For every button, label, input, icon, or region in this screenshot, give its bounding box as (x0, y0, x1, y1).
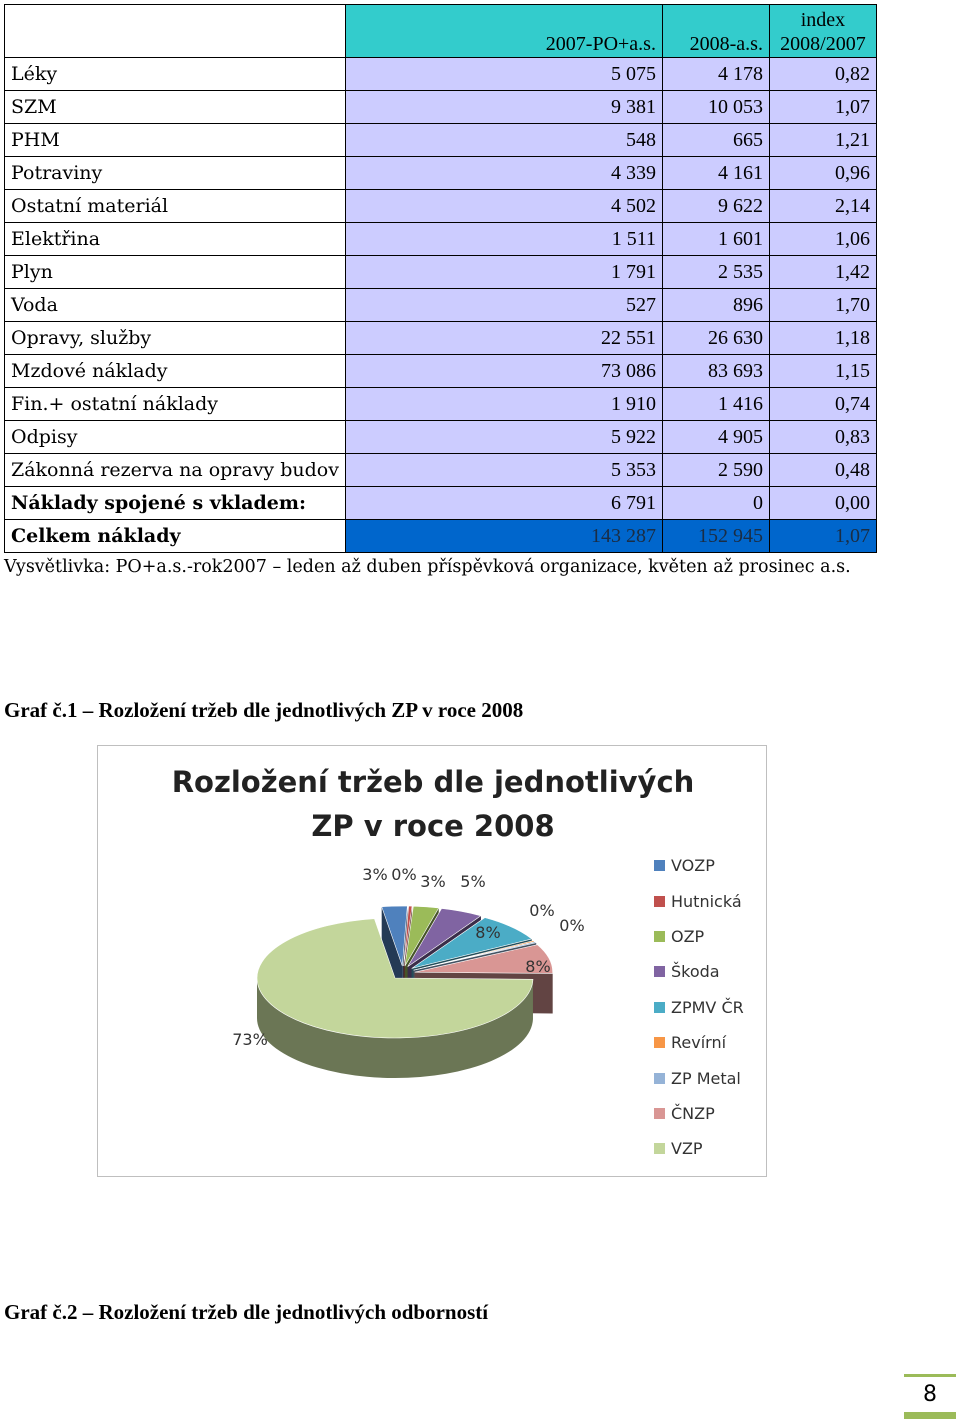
legend-swatch (654, 1002, 665, 1013)
value-2008: 152 945 (662, 520, 769, 553)
row-label: Potraviny (5, 157, 346, 190)
pie-slice-label: 5% (460, 872, 486, 891)
pie-slice-label: 3% (362, 865, 388, 884)
legend-item (654, 954, 744, 989)
table-header-row (5, 5, 877, 58)
value-2008: 4 178 (662, 58, 769, 91)
value-index: 1,18 (769, 322, 876, 355)
value-index: 1,07 (769, 520, 876, 553)
chart-2-caption: Graf č.2 – Rozložení tržeb dle jednotlivých odborností (4, 1300, 489, 1324)
chart-title-line2: ZP v roce 2008 (311, 809, 555, 843)
chart-title (98, 760, 768, 848)
value-index: 0,83 (769, 421, 876, 454)
value-2007: 22 551 (345, 322, 662, 355)
header-2008: 2008-a.s. (662, 5, 769, 58)
chart-title-line1: Rozložení tržeb dle jednotlivých (171, 765, 695, 799)
pie-slice-label: 8% (525, 957, 551, 976)
value-2008: 9 622 (662, 190, 769, 223)
row-label: Mzdové náklady (5, 355, 346, 388)
table-row (5, 454, 877, 487)
table-row (5, 58, 877, 91)
table-row (5, 190, 877, 223)
table-row (5, 223, 877, 256)
legend-swatch (654, 860, 665, 871)
legend-swatch (654, 931, 665, 942)
table-row (5, 124, 877, 157)
header-index-line1: index (800, 9, 846, 31)
value-2008: 4 161 (662, 157, 769, 190)
value-index: 0,00 (769, 487, 876, 520)
legend-item (654, 1025, 744, 1060)
value-2008: 1 601 (662, 223, 769, 256)
row-label: Náklady spojené s vkladem: (5, 487, 346, 520)
value-2008: 10 053 (662, 91, 769, 124)
legend-item (654, 919, 744, 954)
table-row (5, 322, 877, 355)
legend-swatch (654, 1143, 665, 1154)
value-2007: 548 (345, 124, 662, 157)
legend-label: Škoda (671, 962, 720, 982)
value-2007: 5 075 (345, 58, 662, 91)
header-index (769, 5, 876, 58)
value-2007: 5 353 (345, 454, 662, 487)
row-label: Ostatní materiál (5, 190, 346, 223)
table-body (5, 58, 877, 553)
table-row (5, 520, 877, 553)
value-2007: 4 339 (345, 157, 662, 190)
legend-swatch (654, 1037, 665, 1048)
value-index: 1,15 (769, 355, 876, 388)
value-index: 0,74 (769, 388, 876, 421)
value-2008: 2 590 (662, 454, 769, 487)
legend-label: ZP Metal (671, 1068, 741, 1088)
legend-label: ZPMV ČR (671, 997, 744, 1017)
page-number: 8 (904, 1374, 956, 1414)
header-2007: 2007-PO+a.s. (345, 5, 662, 58)
value-index: 2,14 (769, 190, 876, 223)
legend-item (654, 1131, 744, 1166)
row-label: Plyn (5, 256, 346, 289)
table-row (5, 289, 877, 322)
value-2007: 5 922 (345, 421, 662, 454)
legend-label: Revírní (671, 1033, 727, 1053)
legend-swatch (654, 1073, 665, 1084)
row-label: Zákonná rezerva na opravy budov (5, 454, 346, 487)
value-2007: 143 287 (345, 520, 662, 553)
value-index: 1,07 (769, 91, 876, 124)
chart-legend (654, 848, 744, 1167)
value-2008: 0 (662, 487, 769, 520)
row-label: SZM (5, 91, 346, 124)
row-label: Léky (5, 58, 346, 91)
legend-label: ČNZP (671, 1103, 715, 1123)
value-2007: 1 511 (345, 223, 662, 256)
value-2007: 1 910 (345, 388, 662, 421)
legend-item (654, 1060, 744, 1095)
pie-slice-label: 0% (391, 865, 417, 884)
value-2008: 665 (662, 124, 769, 157)
legend-label: VZP (671, 1139, 703, 1159)
value-index: 0,82 (769, 58, 876, 91)
legend-swatch (654, 896, 665, 907)
chart-1-caption: Graf č.1 – Rozložení tržeb dle jednotlivých ZP v roce 2008 (4, 698, 524, 722)
table-row (5, 487, 877, 520)
value-2007: 9 381 (345, 91, 662, 124)
value-2007: 73 086 (345, 355, 662, 388)
value-2008: 896 (662, 289, 769, 322)
legend-swatch (654, 966, 665, 977)
row-label: Celkem náklady (5, 520, 346, 553)
value-2008: 26 630 (662, 322, 769, 355)
header-blank-cell (5, 5, 346, 58)
value-2008: 2 535 (662, 256, 769, 289)
value-2008: 1 416 (662, 388, 769, 421)
table-note: Vysvětlivka: PO+a.s.-rok2007 – leden až duben příspěvková organizace, květen až prosinec a.s. (4, 557, 851, 577)
pie-slice-label: 0% (529, 901, 555, 920)
row-label: Fin.+ ostatní náklady (5, 388, 346, 421)
pie-slice-label: 8% (475, 923, 501, 942)
value-index: 0,96 (769, 157, 876, 190)
value-index: 0,48 (769, 454, 876, 487)
legend-label: VOZP (671, 856, 715, 876)
row-label: Opravy, služby (5, 322, 346, 355)
table-row (5, 421, 877, 454)
value-index: 1,42 (769, 256, 876, 289)
pie-chart (97, 745, 767, 1177)
value-2007: 6 791 (345, 487, 662, 520)
table-row (5, 157, 877, 190)
value-2008: 4 905 (662, 421, 769, 454)
table-row (5, 91, 877, 124)
row-label: PHM (5, 124, 346, 157)
legend-item (654, 990, 744, 1025)
row-label: Voda (5, 289, 346, 322)
table-row (5, 256, 877, 289)
row-label: Odpisy (5, 421, 346, 454)
header-index-line2: 2008/2007 (780, 33, 866, 55)
legend-label: OZP (671, 926, 705, 946)
pie-slice-label: 0% (559, 916, 585, 935)
value-2007: 4 502 (345, 190, 662, 223)
legend-item (654, 1096, 744, 1131)
cost-table (4, 4, 877, 553)
row-label: Elektřina (5, 223, 346, 256)
value-index: 1,21 (769, 124, 876, 157)
legend-item (654, 883, 744, 918)
legend-swatch (654, 1108, 665, 1119)
value-2008: 83 693 (662, 355, 769, 388)
value-index: 1,06 (769, 223, 876, 256)
legend-label: Hutnická (671, 891, 742, 911)
value-index: 1,70 (769, 289, 876, 322)
table-row (5, 388, 877, 421)
pie-slice-label: 73% (232, 1030, 268, 1049)
table-row (5, 355, 877, 388)
page-number-bar (904, 1412, 956, 1419)
legend-item (654, 848, 744, 883)
value-2007: 527 (345, 289, 662, 322)
value-2007: 1 791 (345, 256, 662, 289)
pie-slice-label: 3% (420, 872, 446, 891)
